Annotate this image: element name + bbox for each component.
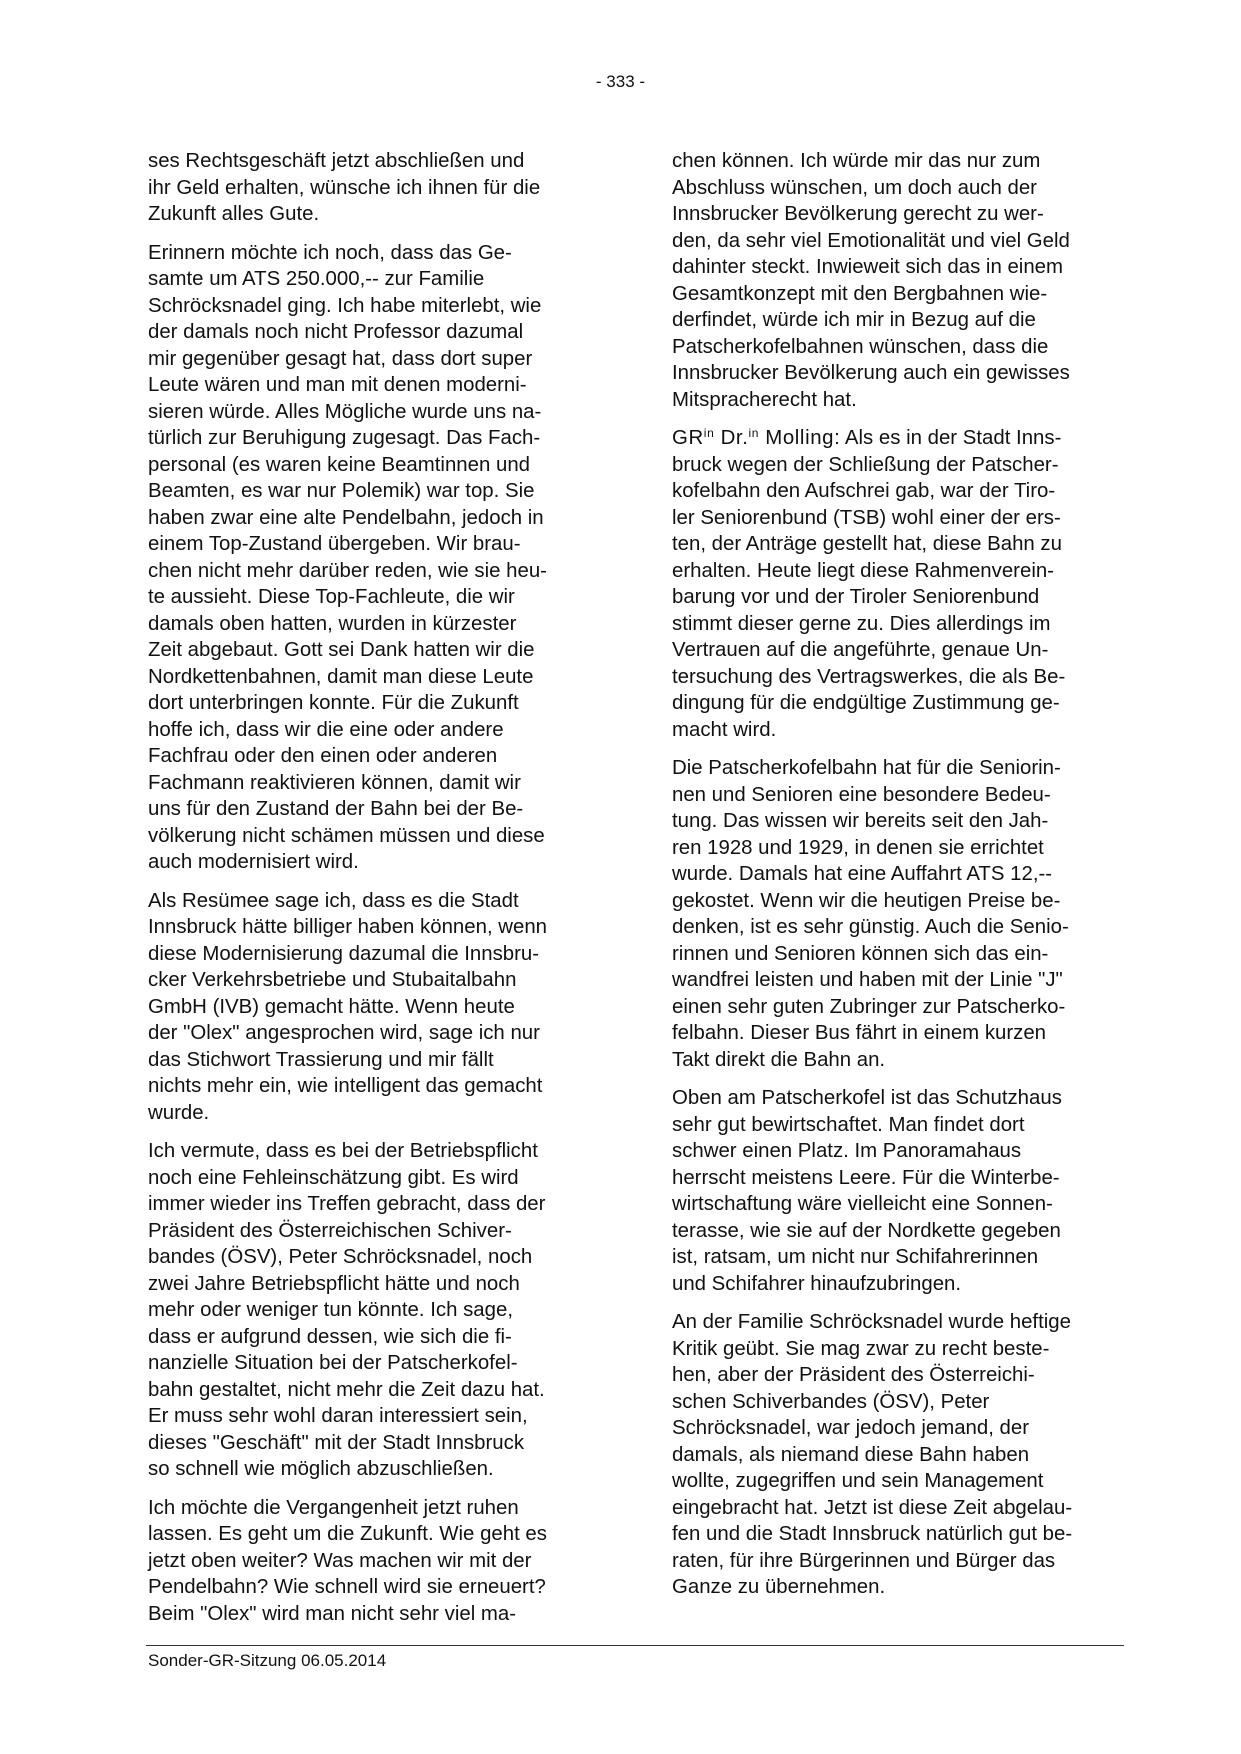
paragraph [148,240,596,876]
paragraph-line: ses Rechtsgeschäft jetzt abschließen und [148,150,525,172]
speaker-title-suffix: in [703,426,715,440]
paragraph-line: Leute wären und man mit denen moderni- [148,374,527,396]
paragraph-line: cker Verkehrsbetriebe und Stubaitalbahn [148,969,517,991]
paragraph-line: sieren würde. Alles Mögliche wurde uns na- [148,400,542,423]
paragraph-line: kofelbahn den Aufschrei gab, war der Tiro- [672,480,1056,502]
left-column [148,148,596,1639]
paragraph-line: Präsident des Österreichischen Schiver- [148,1219,512,1242]
paragraph-speaker-molling [672,425,1120,743]
speaker-title: GR [672,427,704,449]
paragraph [148,1138,596,1483]
paragraph-line: dahinter steckt. Inwieweit sich das in einem [672,256,1064,278]
paragraph [148,148,596,228]
paragraph-line: bruck wegen der Schließung der Patscher- [672,453,1059,476]
paragraph-line: völkerung nicht schämen müssen und diese [148,824,545,847]
paragraph-line: tersuchung des Vertragswerkes, die als Be- [672,665,1066,688]
paragraph-line: fen und die Stadt Innsbruck natürlich gut be- [672,1523,1073,1545]
paragraph-line: Innsbruck hätte billiger haben können, wenn [148,916,548,938]
paragraph-line: derfindet, würde ich mir in Bezug auf die [672,309,1036,331]
paragraph-line: zwei Jahre Betriebspflicht hätte und noch [148,1272,520,1295]
paragraph-line: lassen. Es geht um die Zukunft. Wie geht es [148,1523,547,1545]
paragraph-line: noch eine Fehleinschätzung gibt. Es wird [148,1166,519,1189]
paragraph-line: eingebracht hat. Jetzt ist diese Zeit abgelau- [672,1496,1073,1519]
paragraph-line: erhalten. Heute liegt diese Rahmenverein- [672,559,1054,582]
paragraph-line: Patscherkofelbahnen wünschen, dass die [672,335,1049,358]
paragraph-line: An der Familie Schröcksnadel wurde heftige [672,1311,1071,1333]
paragraph-line: ler Seniorenbund (TSB) wohl einer der ers- [672,506,1061,529]
paragraph-line: terasse, wie sie auf der Nordkette gegeben [672,1219,1061,1242]
paragraph-line: rinnen und Senioren können sich das ein- [672,942,1049,965]
paragraph-line: Innsbrucker Bevölkerung auch ein gewisses [672,362,1070,384]
paragraph-line: wollte, zugegriffen und sein Management [672,1470,1044,1492]
paragraph-line: Pendelbahn? Wie schnell wird sie erneuert? [148,1576,546,1598]
paragraph-line: GmbH (IVB) gemacht hätte. Wenn heute [148,995,515,1018]
paragraph-line: bahn gestaltet, nicht mehr die Zeit dazu hat. [148,1378,545,1401]
paragraph-line: mir gegenüber gesagt hat, dass dort super [148,347,533,370]
paragraph-line: dass er aufgrund dessen, wie sich die fi- [148,1325,512,1348]
paragraph-line: Schröcksnadel, war jedoch jemand, der [672,1417,1030,1439]
footer-text: Sonder-GR-Sitzung 06.05.2014 [148,1651,387,1670]
paragraph-line: raten, für ihre Bürgerinnen und Bürger das [672,1549,1056,1572]
paragraph-line: herrscht meistens Leere. Für die Winterbe- [672,1166,1060,1189]
paragraph-line: bandes (ÖSV), Peter Schröcksnadel, noch [148,1246,533,1268]
paragraph-line: personal (es waren keine Beamtinnen und [148,453,530,476]
paragraph-line: Beamten, es war nur Polemik) war top. Sie [148,480,535,502]
paragraph-line: so schnell wie möglich abzuschließen. [148,1458,494,1480]
paragraph-line: Fachfrau oder den einen oder anderen [148,745,498,767]
paragraph-line: Innsbrucker Bevölkerung gerecht zu wer- [672,203,1044,225]
paragraph-line: wirtschaftung wäre vielleicht eine Sonnen- [672,1193,1053,1215]
paragraph-line: ihr Geld erhalten, wünsche ich ihnen für die [148,176,541,199]
paragraph-line: Nordkettenbahnen, damit man diese Leute [148,665,534,688]
paragraph-line: Takt direkt die Bahn an. [672,1048,886,1071]
paragraph-line: dort unterbringen konnte. Für die Zukunft [148,692,519,714]
paragraph-line: barung vor und der Tiroler Seniorenbund [672,586,1040,608]
paragraph-line: Beim "Olex" wird man nicht sehr viel ma- [148,1602,517,1625]
paragraph-line: ten, der Anträge gestellt hat, diese Bahn zu [672,533,1062,555]
paragraph-line: hoffe ich, dass wir die eine oder andere [148,718,504,741]
paragraph-line: Mitspracherecht hat. [672,388,857,411]
paragraph-line: chen nicht mehr darüber reden, wie sie heu- [148,559,547,582]
paragraph-line: einen sehr guten Zubringer zur Patscherko- [672,995,1066,1018]
paragraph-line: gekostet. Wenn wir die heutigen Preise be- [672,889,1061,912]
paragraph-line: und Schifahrer hinaufzubringen. [672,1272,962,1295]
paragraph [672,1085,1120,1297]
paragraph-line: Schröcksnadel ging. Ich habe miterlebt, wie [148,294,542,317]
paragraph-line: denken, ist es sehr günstig. Auch die Senio- [672,916,1069,938]
paragraph-line: uns für den Zustand der Bahn bei der Be- [148,798,524,820]
paragraph-line: Die Patscherkofelbahn hat für die Seniorin- [672,757,1061,779]
paragraph-line: türlich zur Beruhigung zugesagt. Das Fach- [148,427,541,449]
paragraph-line: das Stichwort Trassierung und mir fällt [148,1048,494,1071]
paragraph-line: auch modernisiert wird. [148,851,359,873]
paragraph-line: Oben am Patscherkofel ist das Schutzhaus [672,1087,1062,1109]
paragraph-line: hen, aber der Präsident des Österreichi- [672,1364,1035,1386]
paragraph-line: felbahn. Dieser Bus fährt in einem kurzen [672,1022,1047,1044]
paragraph-line: Ich möchte die Vergangenheit jetzt ruhen [148,1496,519,1519]
paragraph-line: dieses "Geschäft" mit der Stadt Innsbruck [148,1431,525,1454]
paragraph-line: Zeit abgebaut. Gott sei Dank hatten wir die [148,639,535,661]
paragraph-line: nanzielle Situation bei der Patscherkofel- [148,1352,518,1374]
paragraph-line: wurde. [148,1101,210,1124]
paragraph-line: Vertrauen auf die angeführte, genaue Un- [672,639,1049,661]
speaker-label [672,427,840,449]
paragraph-line: Zukunft alles Gute. [148,203,320,225]
paragraph-line: Gesamtkonzept mit den Bergbahnen wie- [672,282,1048,305]
speaker-degree: Dr. [720,427,749,449]
paragraph-line: Als Resümee sage ich, dass es die Stadt [148,889,519,912]
paragraph-text: Als es in der Stadt Inns- [840,427,1062,449]
paragraph-line: haben zwar eine alte Pendelbahn, jedoch in [148,506,544,529]
paragraph-line: jetzt oben weiter? Was machen wir mit der [148,1549,532,1572]
paragraph-line: macht wird. [672,718,777,741]
speaker-degree-suffix: in [748,426,760,440]
paragraph-line: te aussieht. Diese Top-Fachleute, die wir [148,586,515,608]
paragraph [672,755,1120,1073]
paragraph-line: Abschluss wünschen, um doch auch der [672,176,1037,199]
paragraph-line: mehr oder weniger tun könnte. Ich sage, [148,1299,513,1321]
right-column [672,148,1120,1613]
paragraph-line: tung. Das wissen wir bereits seit den Jah- [672,810,1049,832]
paragraph-line: stimmt dieser gerne zu. Dies allerdings im [672,612,1051,635]
footer-divider [146,1645,1124,1646]
paragraph-line: den, da sehr viel Emotionalität und viel Geld [672,229,1070,252]
paragraph-line: Kritik geübt. Sie mag zwar zu recht beste- [672,1337,1050,1360]
paragraph-line: wurde. Damals hat eine Auffahrt ATS 12,-- [672,863,1053,885]
paragraph-line: Ich vermute, dass es bei der Betriebspflicht [148,1140,538,1162]
paragraph [672,148,1120,413]
page-number: - 333 - [595,72,646,91]
paragraph-line: nen und Senioren eine besondere Bedeu- [672,783,1051,806]
speaker-name: Molling: [765,427,841,449]
paragraph-line: schwer einen Platz. Im Panoramahaus [672,1140,1022,1162]
paragraph-line: dingung für die endgültige Zustimmung ge- [672,692,1060,714]
paragraph-line: Er muss sehr wohl daran interessiert sein, [148,1405,528,1427]
paragraph [672,1309,1120,1601]
paragraph-line: sehr gut bewirtschaftet. Man findet dort [672,1113,1025,1136]
paragraph-line: Erinnern möchte ich noch, dass das Ge- [148,241,512,264]
paragraph-line: einem Top-Zustand übergeben. Wir brau- [148,533,521,555]
paragraph-line: ist, ratsam, um nicht nur Schifahrerinnen [672,1246,1039,1268]
paragraph-line: der damals noch nicht Professor dazumal [148,321,524,343]
paragraph-line: damals oben hatten, wurden in kürzester [148,612,517,635]
paragraph-line: samte um ATS 250.000,-- zur Familie [148,268,485,290]
paragraph-line: immer wieder ins Treffen gebracht, dass der [148,1193,546,1215]
paragraph-line: Ganze zu übernehmen. [672,1576,886,1598]
paragraph [148,1495,596,1628]
paragraph-line: nichts mehr ein, wie intelligent das gemacht [148,1075,543,1097]
paragraph-line: diese Modernisierung dazumal die Innsbru- [148,942,540,965]
paragraph-line [672,425,1120,452]
paragraph-line: Fachmann reaktivieren können, damit wir [148,771,521,794]
paragraph-line: der "Olex" angesprochen wird, sage ich nur [148,1022,540,1044]
paragraph-line: chen können. Ich würde mir das nur zum [672,150,1041,172]
paragraph-line: damals, als niemand diese Bahn haben [672,1443,1030,1466]
paragraph-line: schen Schiverbandes (ÖSV), Peter [672,1390,990,1413]
paragraph [148,888,596,1127]
paragraph-line: ren 1928 und 1929, in denen sie errichtet [672,836,1044,859]
paragraph-line: wandfrei leisten und haben mit der Linie "J" [672,969,1063,991]
